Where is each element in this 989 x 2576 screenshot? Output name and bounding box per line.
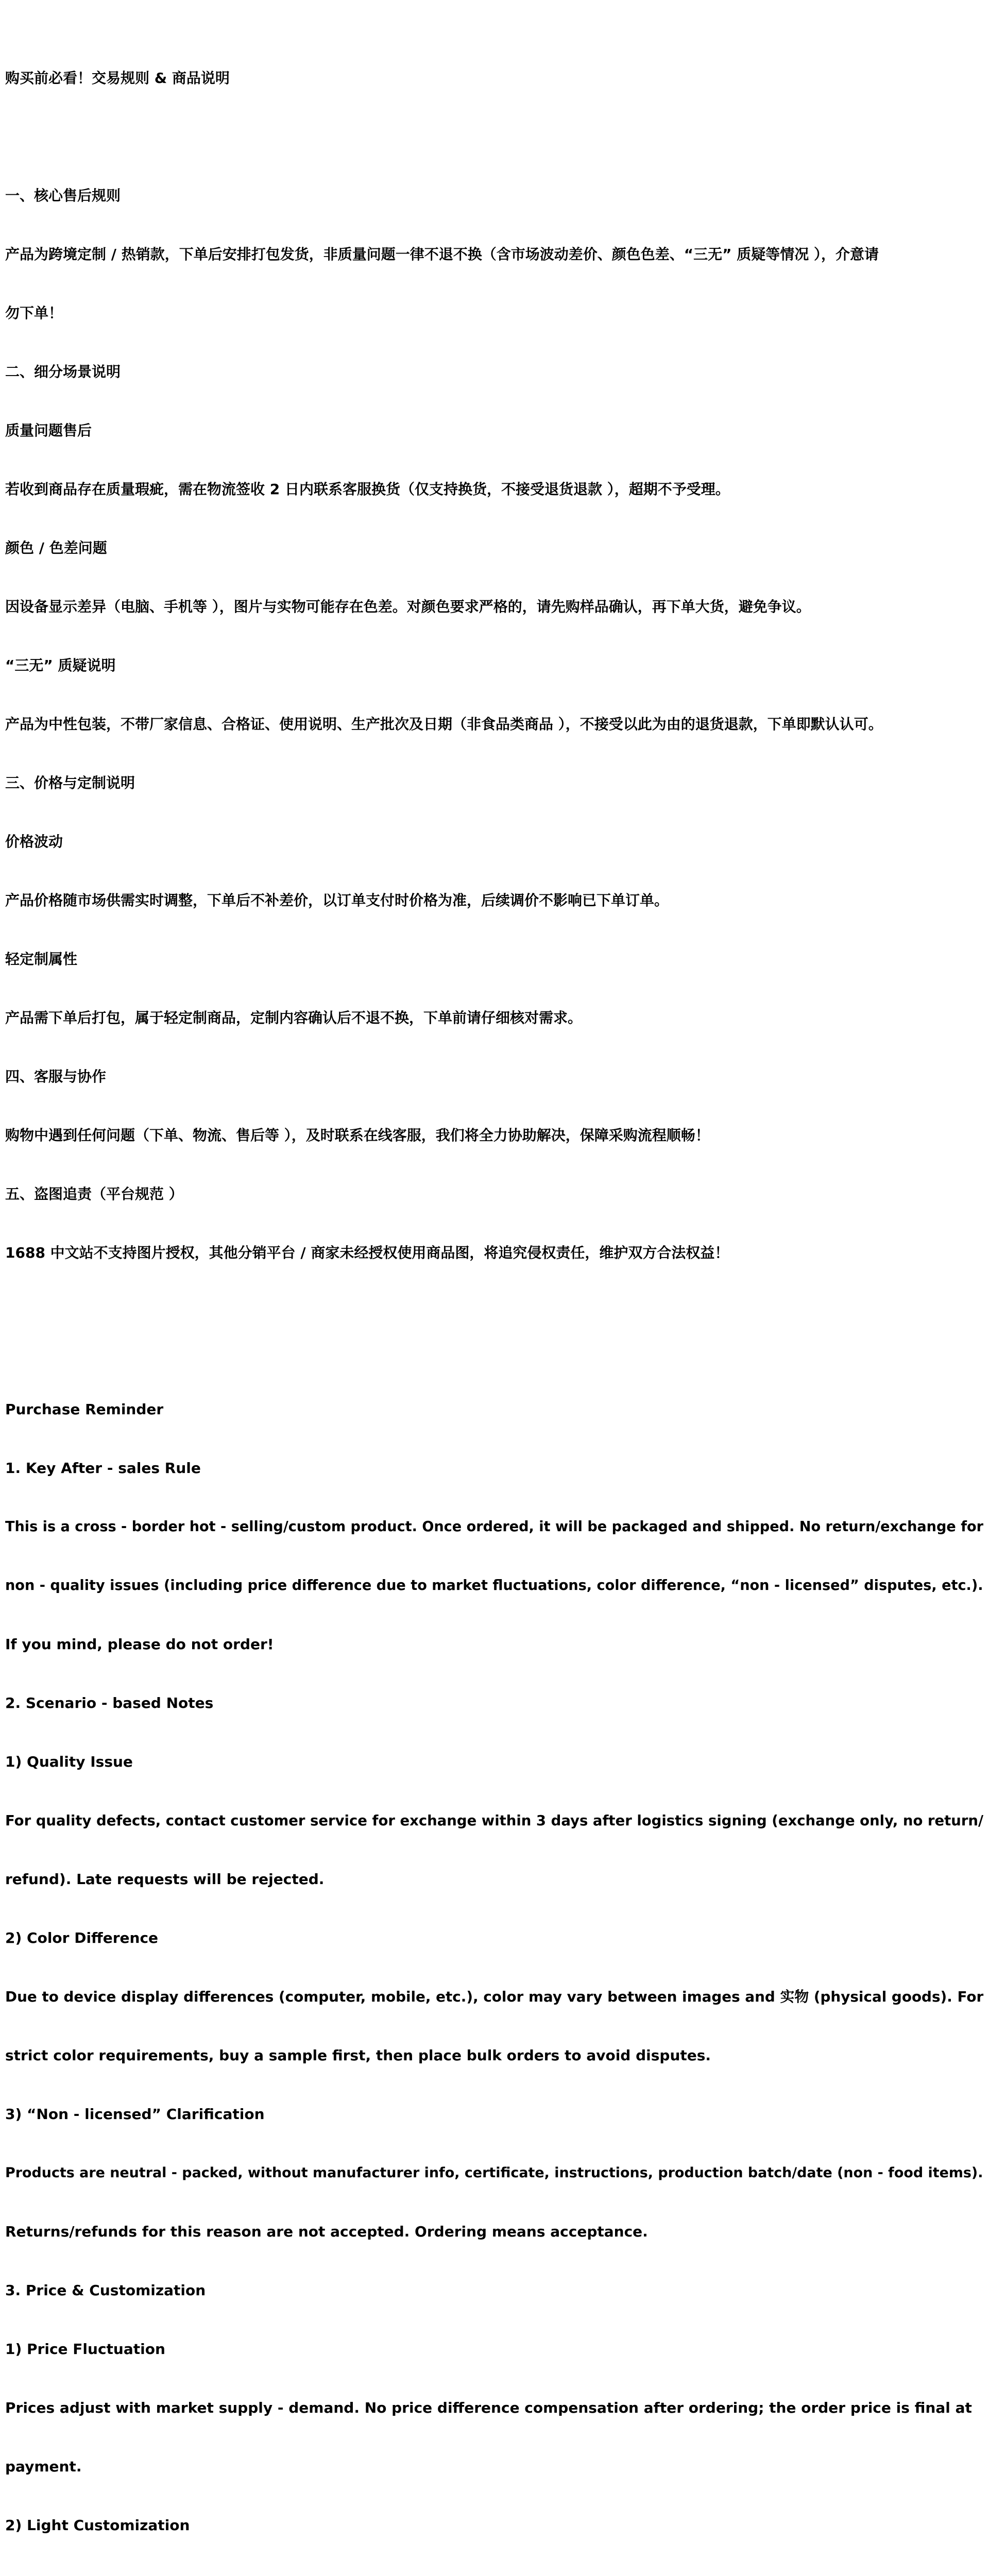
en-section-3-heading: 3. Price & Customization <box>5 2282 206 2299</box>
en-section-2-heading: 2. Scenario - based Notes <box>5 1694 214 1711</box>
zh-section-3-heading: 三、价格与定制说明 <box>5 774 135 791</box>
zh-quality-heading: 质量问题售后 <box>5 422 92 439</box>
en-non-licensed-text: Products are neutral - packed, without manufacturer info, certificate, instructions, production batch/date (non - food items). <box>5 2165 983 2181</box>
en-light-custom-heading: 2) Light Customization <box>5 2517 190 2534</box>
zh-price-heading: 价格波动 <box>5 833 63 850</box>
en-title: Purchase Reminder <box>5 1401 164 1418</box>
zh-section-4-text: 购物中遇到任何问题（下单、物流、售后等 ），及时联系在线客服，我们将全力协助解决，保障采购流程顺畅！ <box>5 1127 710 1144</box>
en-price-heading: 1) Price Fluctuation <box>5 2341 165 2358</box>
purchase-rules-document <box>5 10 986 2576</box>
en-non-licensed-text-cont: Returns/refunds for this reason are not accepted. Ordering means acceptance. <box>5 2223 648 2240</box>
en-color-text: Due to device display differences (computer, mobile, etc.), color may vary between images and 实物 (physical goods). For <box>5 1988 984 2005</box>
en-price-text: Prices adjust with market supply - demand. No price difference compensation after ordering; the order price is final at <box>5 2399 972 2416</box>
zh-light-custom-text: 产品需下单后打包，属于轻定制商品，定制内容确认后不退不换，下单前请仔细核对需求。 <box>5 1009 583 1026</box>
zh-non-licensed-heading: “三无” 质疑说明 <box>5 657 116 674</box>
zh-color-heading: 颜色 / 色差问题 <box>5 539 107 556</box>
en-section-1-text-cont: non - quality issues (including price difference due to market fluctuations, color difference, “non - licensed” disputes, etc.). <box>5 1578 983 1594</box>
en-color-text-cont: strict color requirements, buy a sample first, then place bulk orders to avoid disputes. <box>5 2047 711 2064</box>
zh-section-1-heading: 一、核心售后规则 <box>5 187 121 204</box>
zh-title: 购买前必看！交易规则 & 商品说明 <box>5 70 230 87</box>
en-quality-text: For quality defects, contact customer service for exchange within 3 days after logistics signing (exchange only, no return/ <box>5 1812 984 1829</box>
zh-non-licensed-text: 产品为中性包装，不带厂家信息、合格证、使用说明、生产批次及日期（非食品类商品 ），不接受以此为由的退货退款，下单即默认认可。 <box>5 716 883 733</box>
spacer <box>5 1302 986 1321</box>
en-color-heading: 2) Color Difference <box>5 1929 159 1946</box>
en-section-1-text-cont: If you mind, please do not order! <box>5 1636 274 1653</box>
en-section-1-heading: 1. Key After - sales Rule <box>5 1460 201 1477</box>
zh-section-1-text-cont: 勿下单！ <box>5 304 63 321</box>
en-non-licensed-heading: 3) “Non - licensed” Clarification <box>5 2106 265 2123</box>
zh-color-text: 因设备显示差异（电脑、手机等 ），图片与实物可能存在色差。对颜色要求严格的，请先购样品确认，再下单大货，避免争议。 <box>5 598 811 615</box>
zh-section-5-heading: 五、盗图追责（平台规范 ） <box>5 1185 183 1202</box>
zh-section-5-text: 1688 中文站不支持图片授权，其他分销平台 / 商家未经授权使用商品图，将追究侵权责任，维护双方合法权益！ <box>5 1244 729 1261</box>
zh-section-4-heading: 四、客服与协作 <box>5 1068 107 1085</box>
zh-section-2-heading: 二、细分场景说明 <box>5 363 121 380</box>
en-quality-text-cont: refund). Late requests will be rejected. <box>5 1871 325 1888</box>
zh-price-text: 产品价格随市场供需实时调整，下单后不补差价，以订单支付时价格为准，后续调价不影响已下单订单。 <box>5 892 669 909</box>
zh-quality-text: 若收到商品存在质量瑕疵，需在物流签收 2 日内联系客服换货（仅支持换货，不接受退货退款 ），超期不予受理。 <box>5 481 730 498</box>
zh-section-1-text: 产品为跨境定制 / 热销款，下单后安排打包发货，非质量问题一律不退不换（含市场波动差价、颜色色差、“三无” 质疑等情况 ），介意请 <box>5 246 879 263</box>
en-section-1-text: This is a cross - border hot - selling/custom product. Once ordered, it will be packaged and shipped. No return/exchange for <box>5 1519 983 1535</box>
spacer <box>5 127 986 147</box>
en-price-text-cont: payment. <box>5 2458 82 2475</box>
zh-light-custom-heading: 轻定制属性 <box>5 951 78 968</box>
en-quality-heading: 1) Quality Issue <box>5 1753 133 1770</box>
